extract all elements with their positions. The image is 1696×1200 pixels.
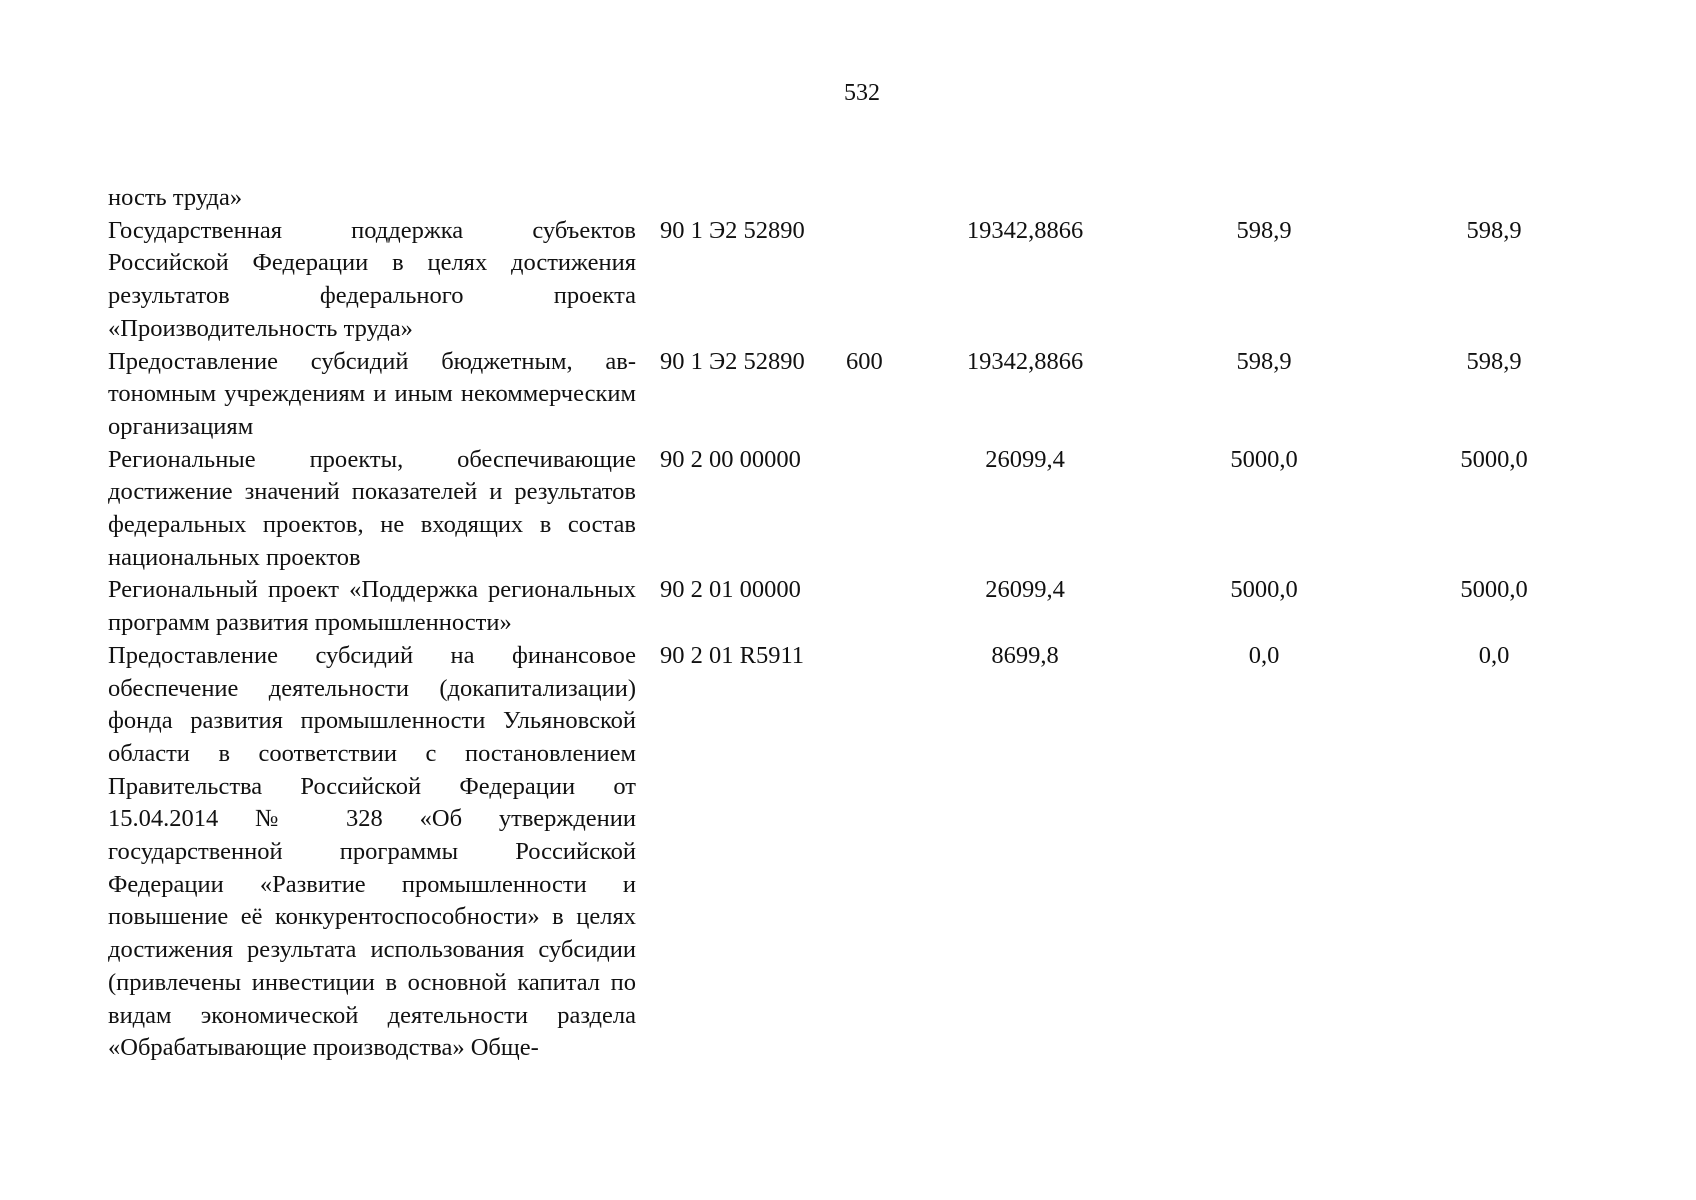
row-code: 90 2 00 00000	[660, 445, 801, 473]
row-amount-3: 5000,0	[1460, 576, 1528, 604]
row-description: Предоставление субсидий бюджетным, автономным учреждениям и иным некоммерческим организациям	[108, 347, 636, 440]
row-amount-1: 26099,4	[985, 445, 1065, 473]
page-number: 532	[844, 80, 880, 106]
table-row	[108, 444, 1528, 575]
row-amount-3: 0,0	[1478, 641, 1510, 669]
table-row	[108, 574, 1528, 639]
row-amount-2: 598,9	[1236, 216, 1292, 244]
row-amount-2: 5000,0	[1230, 576, 1298, 604]
table-row	[108, 640, 1508, 1065]
table-row	[108, 346, 1522, 444]
row-amount-2: 0,0	[1248, 641, 1280, 669]
row-amount-3: 598,9	[1466, 216, 1522, 244]
row-description: ность труда»	[108, 184, 243, 211]
row-code: 90 1 Э2 52890	[660, 216, 805, 244]
row-amount-2: 5000,0	[1230, 445, 1298, 473]
row-amount-1: 19342,8866	[966, 347, 1084, 375]
row-code: 90 1 Э2 52890	[660, 347, 805, 375]
row-description: Государственная поддержка субъектов Российской Федерации в целях достижения результатов федерального проекта «Производительность труда»	[108, 216, 636, 342]
row-amount-1: 26099,4	[985, 576, 1065, 604]
row-description: Региональный проект «Поддержка региональных программ развития промышленности»	[108, 576, 636, 637]
table-row	[108, 215, 1522, 346]
table-row	[108, 182, 1508, 215]
row-amount-1: 19342,8866	[966, 216, 1084, 244]
budget-table	[108, 182, 1528, 1065]
row-code: 90 2 01 R5911	[660, 641, 805, 669]
row-code: 90 2 01 00000	[660, 576, 801, 604]
row-amount-2: 598,9	[1236, 347, 1292, 375]
row-expense-type: 600	[846, 347, 883, 375]
row-description: Предоставление субсидий на финансовое обеспечение деятельности (докапитализации) фонда развития промышленности Ульяновской области в соответствии с постановлением Правительства Российской Федерации от 15.04.2014 № 328 «Об утверждении государственной программы Российской Федерации «Развитие промышленности и повышение её конкурентоспособности» в целях достижения результата использования субсидии (привлечены инвестиции в основной капитал по видам экономической деятельности раздела «Обрабатывающие производства» Обще-	[108, 641, 636, 1062]
row-amount-3: 5000,0	[1460, 445, 1528, 473]
row-amount-3: 598,9	[1466, 347, 1522, 375]
row-description: Региональные проекты, обеспечивающие достижение значений показателей и результатов федеральных проектов, не входящих в состав национальных проектов	[108, 445, 636, 571]
row-amount-1: 8699,8	[991, 641, 1059, 669]
